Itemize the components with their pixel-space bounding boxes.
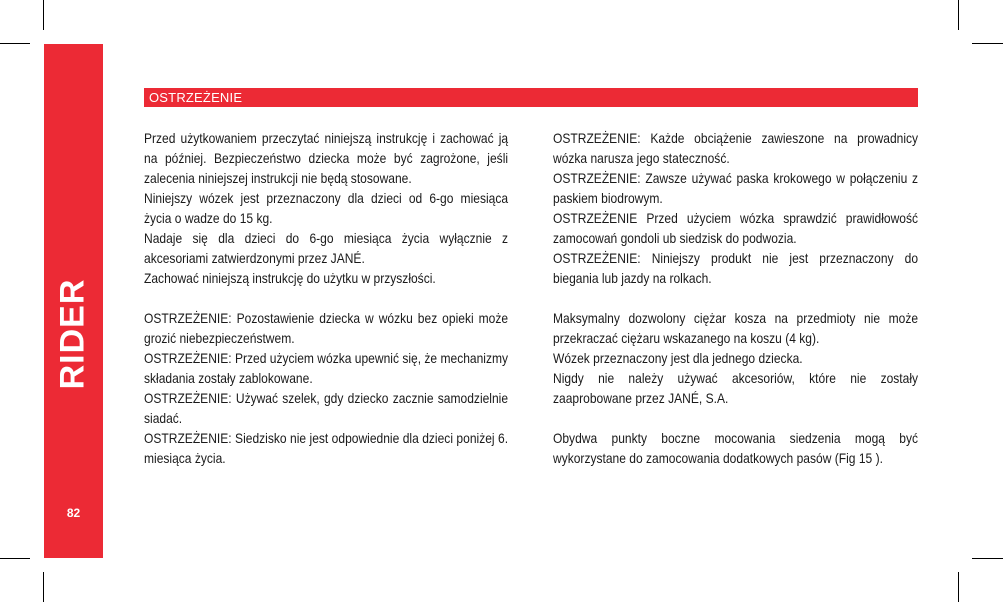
paragraph: Maksymalny dozwolony ciężar kosza na przedmioty nie może przekraczać ciężaru wskazanego na koszu (4 kg). (553, 310, 919, 346)
paragraph: Niniejszy wózek jest przeznaczony dla dzieci od 6-go miesiąca życia o wadze do 15 kg. (144, 190, 509, 226)
crop-mark (43, 0, 44, 30)
crop-mark (958, 0, 959, 30)
crop-mark (0, 43, 30, 44)
crop-mark (0, 558, 30, 559)
paragraph: OSTRZEŻENIE: Przed użyciem wózka upewnić się, że mechanizmy składania zostały zablokowane. (144, 350, 509, 386)
paragraph: OSTRZEŻENIE: Niniejszy produkt nie jest przeznaczony do biegania lub jazdy na rolkach. (553, 250, 919, 286)
spacer (553, 288, 918, 308)
page-number: 82 (66, 506, 81, 520)
right-text-column (553, 128, 918, 468)
spacer (144, 288, 508, 308)
paragraph: Nigdy nie należy używać akcesoriów, które nie zostały zaaprobowane przez JANÉ, S.A. (553, 370, 919, 406)
spacer (553, 408, 918, 428)
warning-header-bar (144, 88, 918, 107)
left-text-column (144, 128, 508, 468)
sidebar (44, 44, 103, 558)
product-title: RIDER (53, 278, 92, 390)
crop-mark (958, 572, 959, 602)
paragraph: Obydwa punkty boczne mocowania siedzenia mogą być wykorzystane do zamocowania dodatkowych pasów (Fig 15 ). (553, 430, 919, 466)
paragraph: Wózek przeznaczony jest dla jednego dziecka. (553, 350, 803, 366)
paragraph: Zachować niniejszą instrukcję do użytku w przyszłości. (144, 270, 436, 286)
paragraph: OSTRZEŻENIE: Zawsze używać paska krokowego w połączeniu z paskiem biodrowym. (553, 170, 919, 206)
crop-mark (972, 43, 1003, 44)
paragraph: OSTRZEŻENIE: Pozostawienie dziecka w wózku bez opieki może grozić niebezpieczeństwem. (144, 310, 509, 346)
crop-mark (43, 572, 44, 602)
paragraph: Przed użytkowaniem przeczytać niniejszą instrukcję i zachować ją na później. Bezpieczeństwo dziecka może być zagrożone, jeśli zalecenia niniejszej instrukcji nie będą stosowane. (144, 130, 509, 186)
paragraph: OSTRZEŻENIE: Siedzisko nie jest odpowiednie dla dzieci poniżej 6. miesiąca życia. (144, 430, 509, 466)
paragraph: Nadaje się dla dzieci do 6-go miesiąca życia wyłącznie z akcesoriami zatwierdzonymi przez JANÉ. (144, 230, 509, 266)
paragraph: OSTRZEŻENIE Przed użyciem wózka sprawdzić prawidłowość zamocowań gondoli ub siedzisk do podwozia. (553, 210, 919, 246)
warning-header-label: OSTRZEŻENIE (149, 90, 243, 105)
paragraph: OSTRZEŻENIE: Używać szelek, gdy dziecko zacznie samodzielnie siadać. (144, 390, 509, 426)
crop-mark (972, 558, 1003, 559)
paragraph: OSTRZEŻENIE: Każde obciążenie zawieszone na prowadnicy wózka narusza jego stateczność. (553, 130, 919, 166)
